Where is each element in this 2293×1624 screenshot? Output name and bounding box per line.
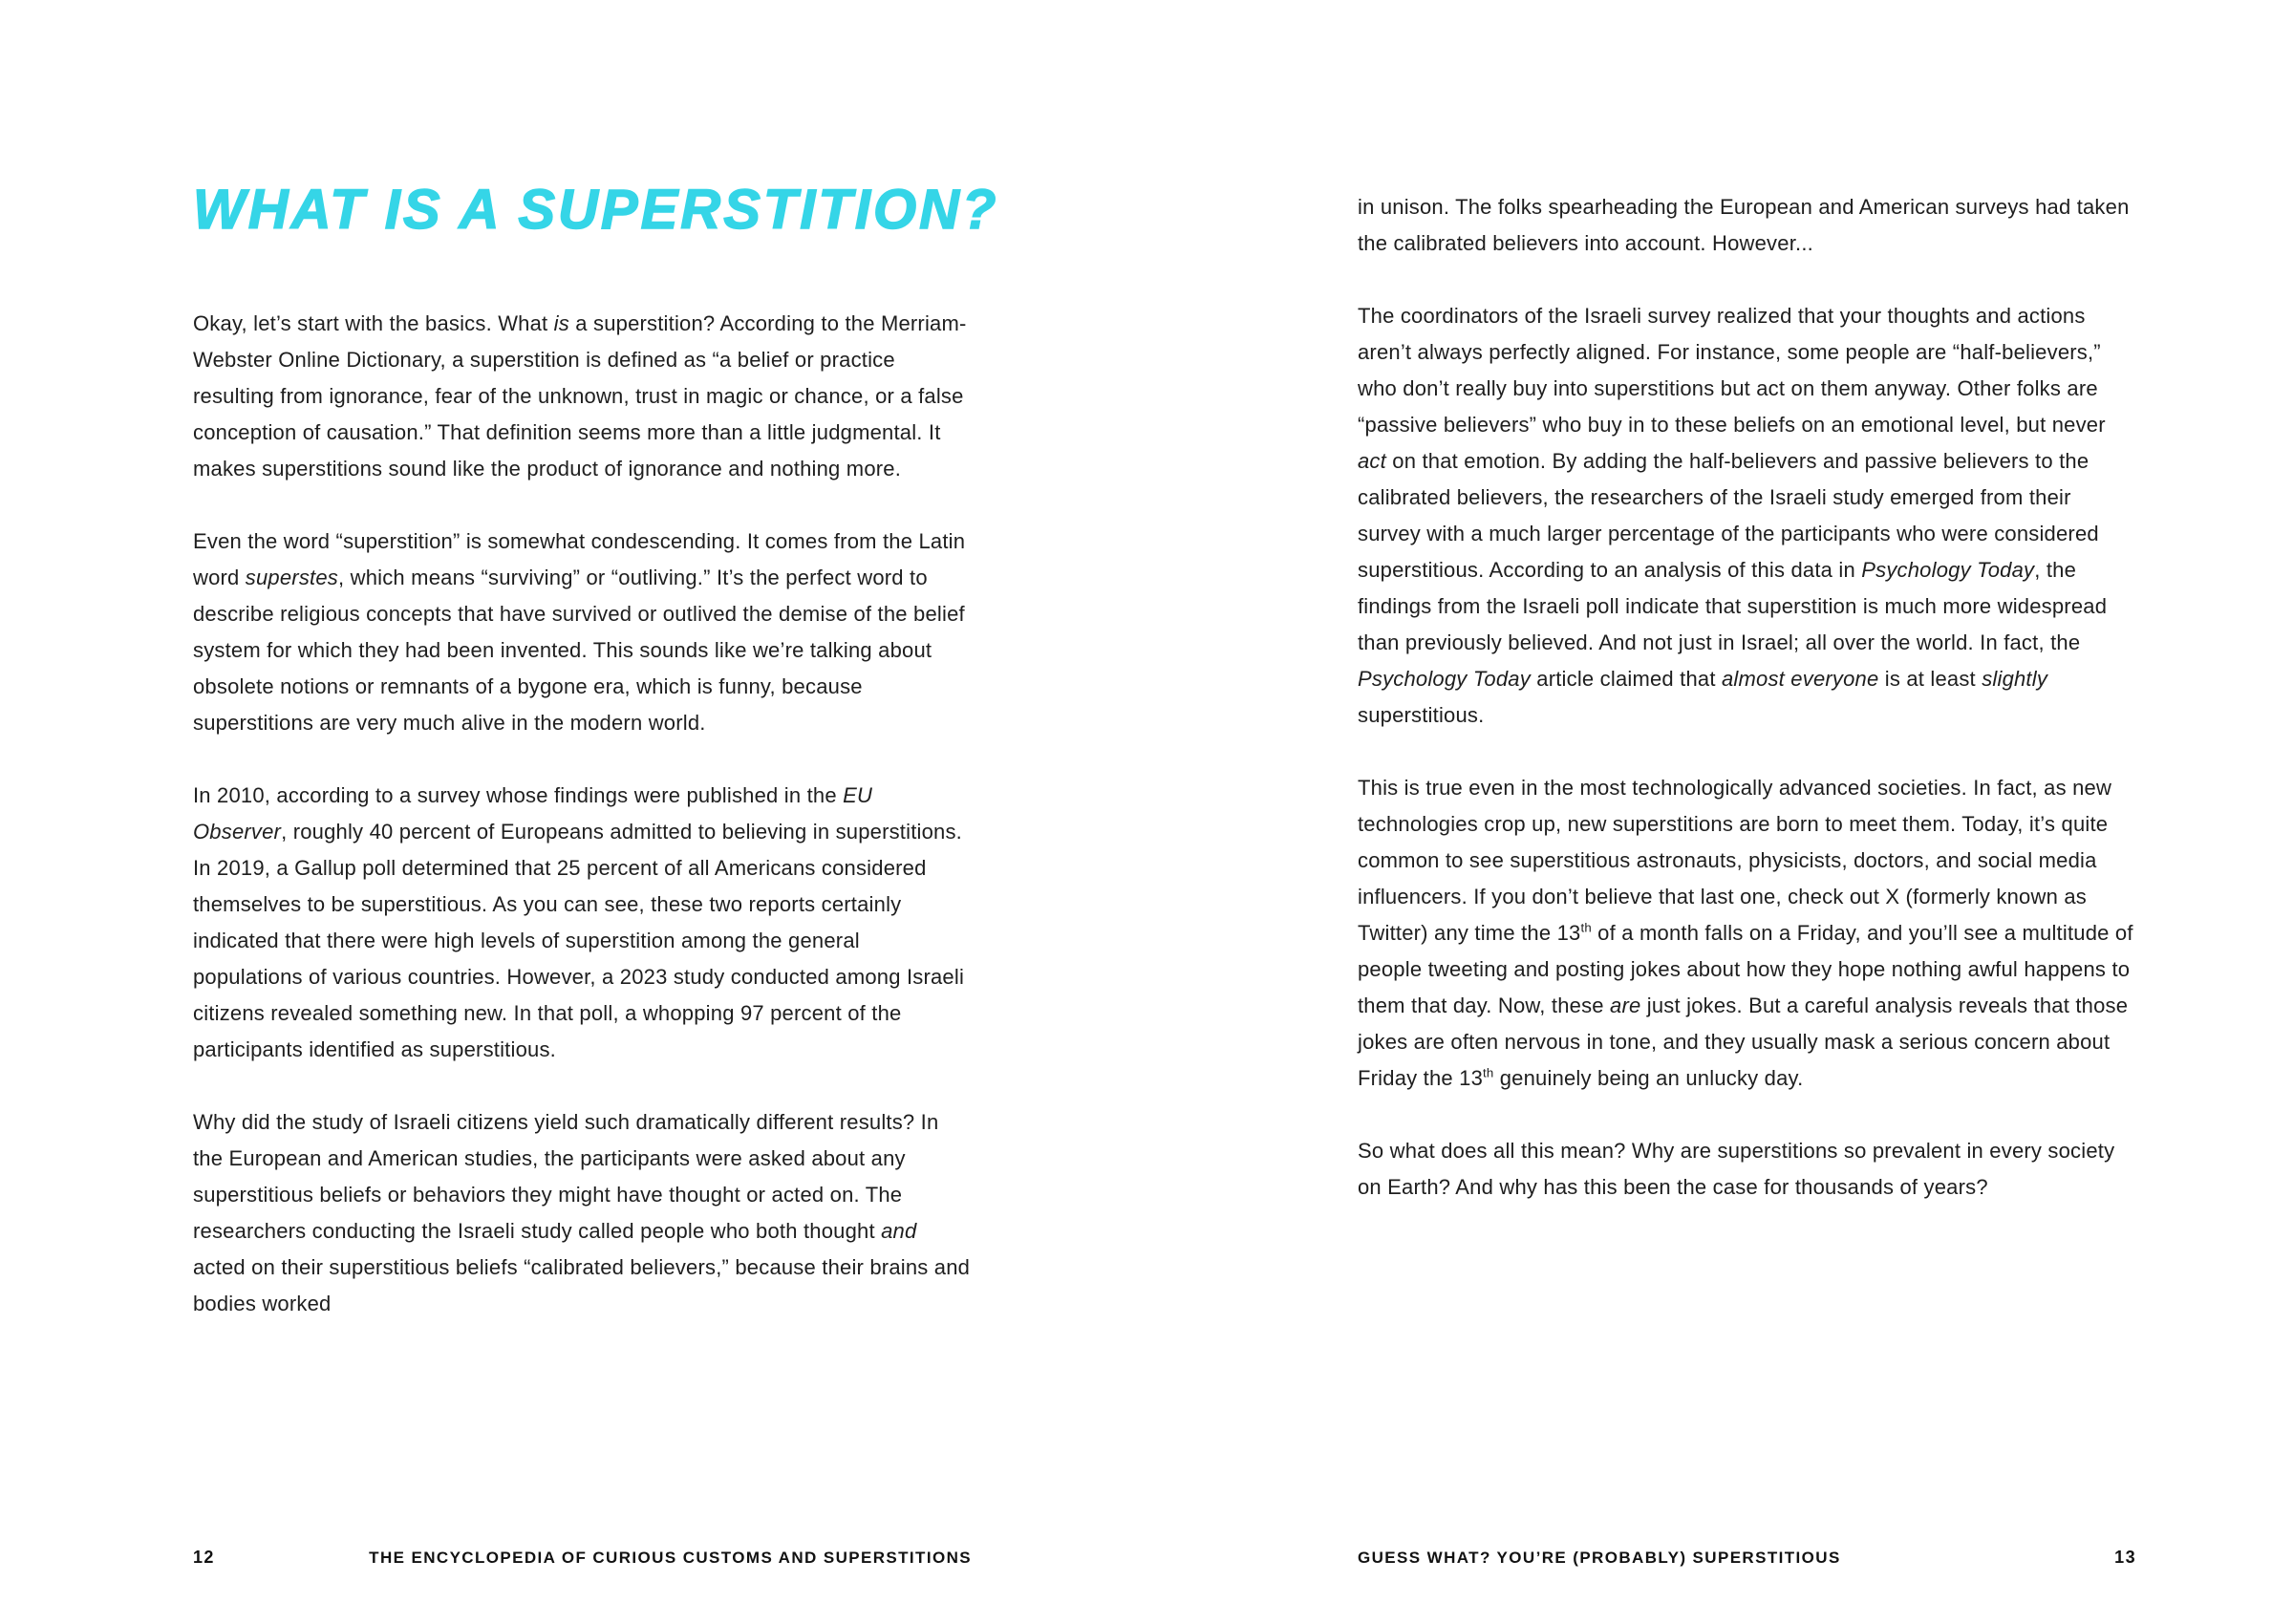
page-right-footer: [1358, 1548, 2136, 1568]
paragraph: in unison. The folks spearheading the European and American surveys had taken the calibrated believers into account. However...: [1358, 195, 2130, 255]
paragraph: The coordinators of the Israeli survey realized that your thoughts and actions aren’t always perfectly aligned. For instance, some people are “half-believers,” who don’t really buy into superstitions but act on them anyway. Other folks are “passive believers” who buy in to these beliefs on an emotional level, but never act on that emotion. By adding the half-believers and passive believers to the calibrated believers, the researchers of the Israeli study emerged from their survey with a much larger percentage of the participants who were considered superstitious. According to an analysis of this data in Psychology Today, the findings from the Israeli poll indicate that superstition is much more widespread than previously believed. And not just in Israel; all over the world. In fact, the Psychology Today article claimed that almost everyone is at least slightly superstitious.: [1358, 304, 2108, 727]
page-right: [1358, 0, 2136, 1624]
page-left-footer: [193, 1548, 972, 1568]
page-left: [193, 0, 999, 1624]
page-number-left: 12: [193, 1548, 215, 1567]
paragraph: Why did the study of Israeli citizens yield such dramatically different results? In the European and American studies, the participants were asked about any superstitious beliefs or behaviors they might have thought or acted on. The researchers conducting the Israeli study called people who both thought and acted on their superstitious beliefs “calibrated believers,” because their brains and bodies worked: [193, 1110, 971, 1315]
running-title-left: THE ENCYCLOPEDIA OF CURIOUS CUSTOMS AND SUPERSTITIONS: [369, 1549, 972, 1567]
page-left-body: [193, 306, 972, 1358]
page-right-body: [1358, 189, 2136, 1242]
running-title-right: GUESS WHAT? YOU’RE (PROBABLY) SUPERSTITIOUS: [1358, 1549, 1841, 1567]
page-number-right: 13: [2114, 1548, 2136, 1567]
paragraph: So what does all this mean? Why are superstitions so prevalent in every society on Earth? And why has this been the case for thousands of years?: [1358, 1139, 2115, 1199]
chapter-title: WHAT IS A SUPERSTITION?: [193, 179, 999, 241]
paragraph: Even the word “superstition” is somewhat condescending. It comes from the Latin word superstes, which means “surviving” or “outliving.” It’s the perfect word to describe religious concepts that have survived or outlived the demise of the belief system for which they had been invented. This sounds like we’re talking about obsolete notions or remnants of a bygone era, which is funny, because superstitions are very much alive in the modern world.: [193, 529, 966, 735]
paragraph: This is true even in the most technologically advanced societies. In fact, as new technologies crop up, new superstitions are born to meet them. Today, it’s quite common to see superstitious astronauts, physicists, doctors, and social media influencers. If you don’t believe that last one, check out X (formerly known as Twitter) any time the 13th of a month falls on a Friday, and you’ll see a multitude of people tweeting and posting jokes about how they hope nothing awful happens to them that day. Now, these are just jokes. But a careful analysis reveals that those jokes are often nervous in tone, and they usually mask a serious concern about Friday the 13th genuinely being an unlucky day.: [1358, 776, 2133, 1090]
paragraph: Okay, let’s start with the basics. What is a superstition? According to the Merriam-Webster Online Dictionary, a superstition is defined as “a belief or practice resulting from ignorance, fear of the unknown, trust in magic or chance, or a false conception of causation.” That definition seems more than a little judgmental. It makes superstitions sound like the product of ignorance and nothing more.: [193, 311, 967, 481]
paragraph: In 2010, according to a survey whose findings were published in the EU Observer, roughly 40 percent of Europeans admitted to believing in superstitions. In 2019, a Gallup poll determined that 25 percent of all Americans considered themselves to be superstitious. As you can see, these two reports certainly indicated that there were high levels of superstition among the general populations of various countries. However, a 2023 study conducted among Israeli citizens revealed something new. In that poll, a whopping 97 percent of the participants identified as superstitious.: [193, 783, 965, 1061]
